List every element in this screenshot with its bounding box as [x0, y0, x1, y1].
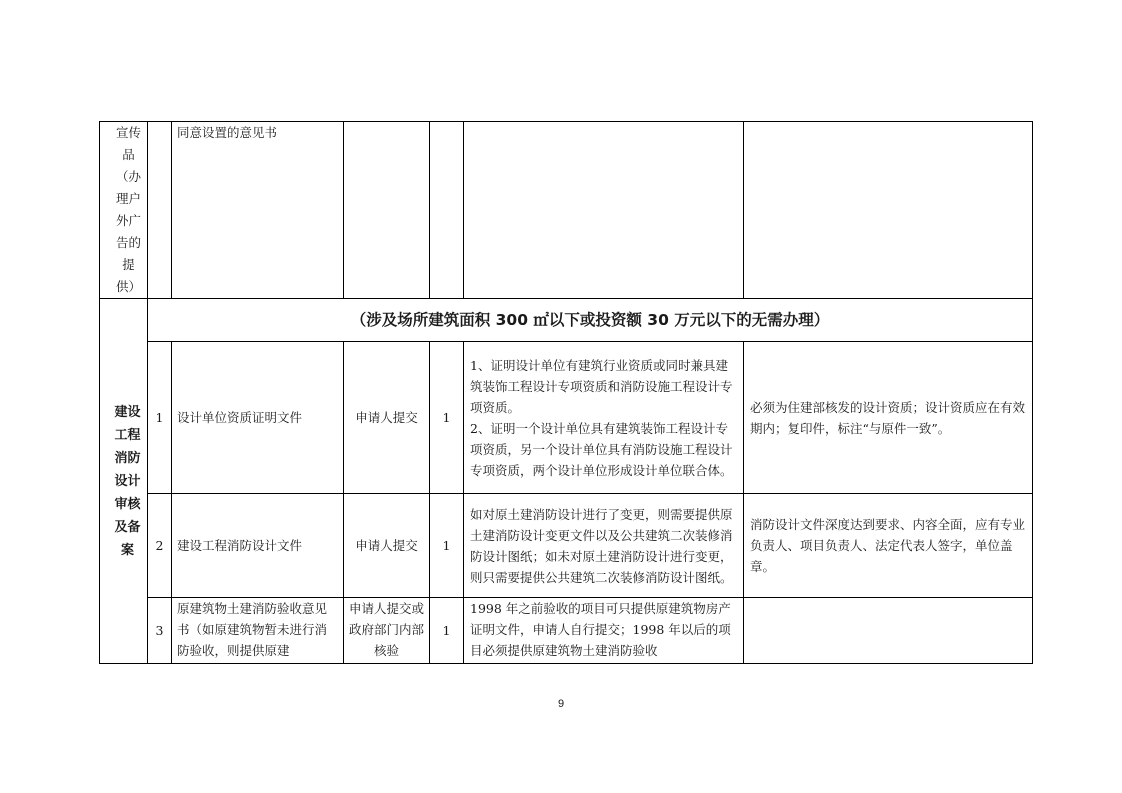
doc-name-cell: 同意设置的意见书 [172, 122, 344, 299]
source-cell: 申请人提交 [344, 342, 430, 494]
table-row [100, 598, 1033, 664]
category-cell [100, 299, 148, 664]
note-cell: 消防设计文件深度达到要求、内容全面，应有专业负责人、项目负责人、法定代表人签字，单位盖章。 [744, 494, 1033, 598]
description-cell: 1、证明设计单位有建筑行业资质或同时兼具建筑装饰工程设计专项资质和消防设施工程设计专项资质。 2、证明一个设计单位具有建筑装饰工程设计专项资质，另一个设计单位具有消防设施工程设计专项资质，两个设计单位形成设计单位联合体。 [464, 342, 744, 494]
description-cell [464, 122, 744, 299]
table-row-group1 [100, 122, 1033, 299]
source-cell: 申请人提交或政府部门内部核验 [344, 598, 430, 664]
category-cell [100, 122, 148, 299]
count-cell: 1 [430, 598, 464, 664]
count-cell: 1 [430, 494, 464, 598]
requirements-table [99, 121, 1033, 664]
source-cell: 申请人提交 [344, 494, 430, 598]
note-cell: 必须为住建部核发的设计资质；设计资质应在有效期内；复印件，标注“与原件一致”。 [744, 342, 1033, 494]
count-cell: 1 [430, 342, 464, 494]
category-label: 宣传品（办理户外广告的提供） [115, 125, 141, 294]
doc-name-cell: 设计单位资质证明文件 [172, 342, 344, 494]
description-cell: 如对原土建消防设计进行了变更，则需要提供原土建消防设计变更文件以及公共建筑二次装修消防设计图纸；如未对原土建消防设计进行变更，则只需要提供公共建筑二次装修消防设计图纸。 [464, 494, 744, 598]
description-cell: 1998 年之前验收的项目可只提供原建筑物房产证明文件，申请人自行提交；1998 年以后的项目必须提供原建筑物土建消防验收 [464, 598, 744, 664]
table-row [100, 494, 1033, 598]
row-number: 1 [148, 342, 172, 494]
table-row [100, 342, 1033, 494]
page-number: 9 [557, 698, 565, 710]
doc-name-cell: 原建筑物土建消防验收意见书（如原建筑物暂未进行消防验收，则提供原建 [172, 598, 344, 664]
section-header: （涉及场所建筑面积 300 ㎡以下或投资额 30 万元以下的无需办理） [148, 299, 1033, 342]
row-number: 2 [148, 494, 172, 598]
row-number: 3 [148, 598, 172, 664]
num-cell [148, 122, 172, 299]
category-label: 建设工程消防设计审核及备案 [114, 404, 141, 558]
note-cell [744, 122, 1033, 299]
count-cell [430, 122, 464, 299]
section-header-row [100, 299, 1033, 342]
doc-name-cell: 建设工程消防设计文件 [172, 494, 344, 598]
source-cell [344, 122, 430, 299]
note-cell [744, 598, 1033, 664]
